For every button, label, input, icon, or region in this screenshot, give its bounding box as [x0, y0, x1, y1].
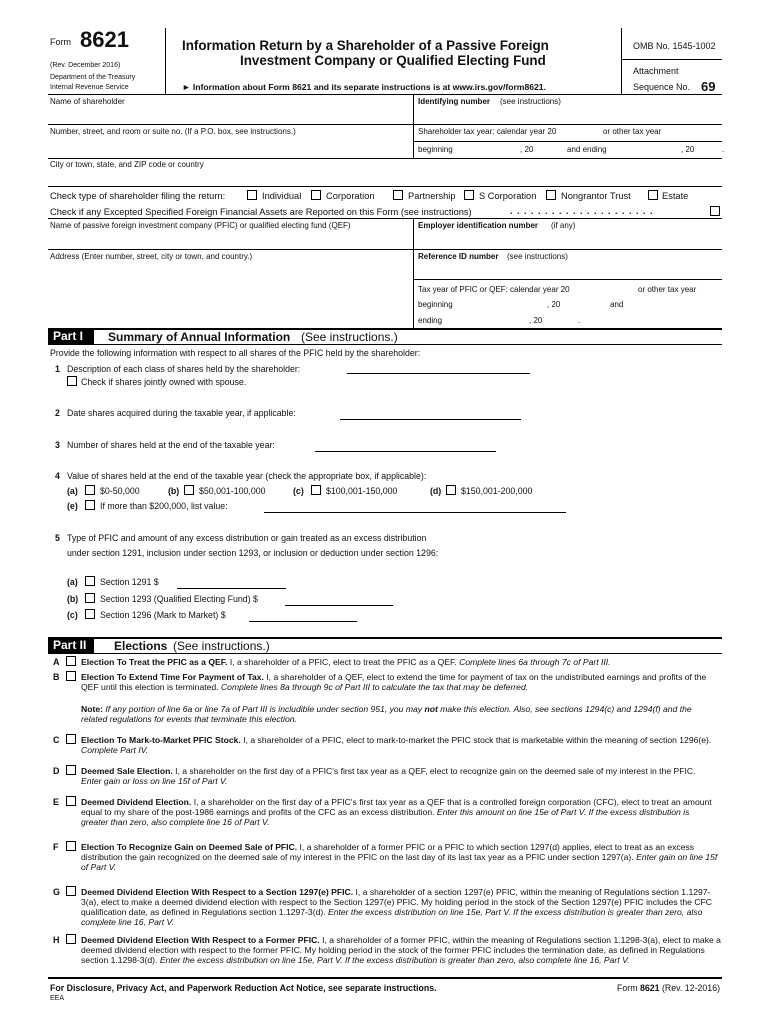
line-4b-label: $50,001-100,000	[199, 486, 266, 496]
checkbox-election-d[interactable]	[66, 765, 76, 775]
part1-header-rule	[48, 344, 722, 345]
ending-year: , 20	[681, 145, 695, 154]
checkbox-4a[interactable]	[85, 485, 95, 495]
agency: Internal Revenue Service	[50, 84, 129, 91]
election-a-text: Election To Treat the PFIC as a QEF. I, a shareholder of a PFIC, elect to treat the PFIC as a QEF. Complete lines 6a through 7c of Part III.	[81, 657, 611, 667]
form-number: 8621	[80, 27, 129, 52]
checkbox-election-f[interactable]	[66, 841, 76, 851]
line-4a-letter: (a)	[67, 486, 78, 496]
checkbox-5c[interactable]	[85, 609, 95, 619]
beginning-label: beginning	[418, 145, 453, 154]
pfic-name-label: Name of passive foreign investment company (PFIC) or qualified electing fund (QEF)	[50, 221, 351, 230]
line-5c-input[interactable]	[249, 621, 357, 622]
election-g-letter: G	[53, 887, 61, 897]
beginning-year: , 20	[520, 145, 534, 154]
jointly-owned-label: Check if shares jointly owned with spouse.	[81, 377, 247, 387]
part2-tag: Part II	[48, 638, 94, 653]
line-4e-input[interactable]	[264, 512, 566, 513]
line-5a-label: Section 1291 $	[100, 577, 159, 587]
identifying-number-note: (see instructions)	[500, 97, 561, 106]
row-rule-2	[48, 158, 722, 159]
line-5b-input[interactable]	[285, 605, 393, 606]
header-divider-right	[621, 28, 622, 94]
checkbox-4d[interactable]	[446, 485, 456, 495]
election-h-text: Deemed Dividend Election With Respect to a Former PFIC. I, a shareholder of a former PFIC, within the meaning of Regulations section 1.1298-3(a), elect to make a deemed dividend election with respect to the former PFIC. My holding period in the stock of the former PFIC includes the termination date, as defined in Regulations section 1.1298-3(d). Enter the excess distribution on line 15e, Part V. If the excess distribution is greater than zero, also complete line 16, Part V.	[81, 935, 721, 965]
checkbox-partnership[interactable]	[393, 190, 403, 200]
election-g-text: Deemed Dividend Election With Respect to a Section 1297(e) PFIC. I, a shareholder of a section 1297(e) PFIC, within the meaning of Regulations section 1.1297-3(a), elect to make a deemed dividend election with respect to the Section 1297(e) PFIC. My holding period in the stock of the Section 1297(e) PFIC includes the CFC qualification date, as defined in Regulations section 1.1297-3(d). Enter the excess distribution on line 15e, Part V. If the excess distribution is greater than zero, also complete line 16, Part V.	[81, 887, 713, 927]
pfic-tax-year-label: Tax year of PFIC or QEF: calendar year 20	[418, 285, 570, 294]
footer-eea: EEA	[50, 995, 65, 1002]
checkbox-individual[interactable]	[247, 190, 257, 200]
election-f-letter: F	[53, 842, 59, 852]
filer-type-label: Check type of shareholder filing the return:	[50, 191, 226, 201]
checkbox-election-e[interactable]	[66, 796, 76, 806]
excepted-assets-label: Check if any Excepted Specified Foreign Financial Assets are Reported on this Form (see instructions)	[50, 207, 472, 217]
line-2-label: Date shares acquired during the taxable year, if applicable:	[67, 408, 296, 418]
line-5-number: 5	[55, 533, 60, 543]
checkbox-s-corporation[interactable]	[464, 190, 474, 200]
pfic-address-label: Address (Enter number, street, city or town, and country.)	[50, 252, 253, 261]
line-4-number: 4	[55, 471, 60, 481]
row-rule-4	[48, 218, 722, 219]
line-4d-letter: (d)	[430, 486, 442, 496]
line-4b-letter: (b)	[168, 486, 180, 496]
part1-intro: Provide the following information with respect to all shares of the PFIC held by the shareholder:	[50, 348, 421, 358]
and-ending-label: and ending	[567, 145, 607, 154]
election-c-text: Election To Mark-to-Market PFIC Stock. I, a shareholder of a PFIC, elect to mark-to-market the PFIC stock that is marketable within the meaning of section 1296(e). Complete Part IV.	[81, 735, 712, 755]
line-5c-letter: (c)	[67, 610, 78, 620]
checkbox-nongrantor-trust[interactable]	[546, 190, 556, 200]
line-5-label-2: under section 1291, inclusion under section 1293, or inclusion or deduction under section 1296:	[67, 548, 439, 558]
footer-rule	[48, 977, 722, 979]
line-5a-input[interactable]	[177, 588, 286, 589]
checkbox-election-b[interactable]	[66, 671, 76, 681]
shareholder-tax-year-label: Shareholder tax year: calendar year 20	[418, 127, 557, 136]
form-info-line: ► Information about Form 8621 and its separate instructions is at www.irs.gov/form8621.	[182, 82, 546, 92]
row-rule-3	[48, 186, 722, 187]
part2-title-note: (See instructions.)	[173, 639, 270, 653]
checkbox-5a[interactable]	[85, 576, 95, 586]
form-title-line1: Information Return by a Shareholder of a Passive Foreign	[182, 38, 549, 53]
part1-tag: Part I	[48, 329, 94, 344]
election-d-text: Deemed Sale Election. I, a shareholder on the first day of a PFIC's first tax year as a QEF, elect to recognize gain on the deemed sale of my interest in the PFIC. Enter gain or loss on line 15f of Part V.	[81, 766, 696, 786]
line-4c-label: $100,001-150,000	[326, 486, 398, 496]
line-3-number: 3	[55, 440, 60, 450]
row-rule-1	[48, 124, 722, 125]
line-4e-letter: (e)	[67, 501, 78, 511]
option-nongrantor-trust: Nongrantor Trust	[561, 191, 631, 201]
option-individual: Individual	[262, 191, 302, 201]
election-b-text: Election To Extend Time For Payment of Tax. I, a shareholder of a QEF, elect to extend the time for payment of tax on the undistributed earnings and profits of the QEF until this election is terminated. Complete lines 8a through 9c of Part III to calculate the tax that may be deferred.	[81, 672, 707, 692]
part1-title-note: (See instructions.)	[301, 330, 398, 344]
line-4-label: Value of shares held at the end of the taxable year (check the appropriate box, if applicable):	[67, 471, 427, 481]
checkbox-4e[interactable]	[85, 500, 95, 510]
election-d-letter: D	[53, 766, 60, 776]
checkbox-corporation[interactable]	[311, 190, 321, 200]
checkbox-4b[interactable]	[184, 485, 194, 495]
option-corporation: Corporation	[326, 191, 375, 201]
form-revision: (Rev. December 2016)	[50, 62, 121, 69]
name-of-shareholder-label: Name of shareholder	[50, 97, 125, 106]
line-4d-label: $150,001-200,000	[461, 486, 533, 496]
row-rule-5	[48, 249, 722, 250]
part2-title: Elections	[114, 639, 168, 653]
header-bottom-rule	[48, 94, 722, 95]
omb-divider	[621, 59, 722, 60]
election-a-letter: A	[53, 657, 60, 667]
line-4a-label: $0-50,000	[100, 486, 140, 496]
pfic-ending-year: , 20	[529, 316, 543, 325]
ein-label: Employer identification number	[418, 221, 539, 230]
form-title-line2: Investment Company or Qualified Electing Fund	[240, 53, 546, 68]
footer-notice: For Disclosure, Privacy Act, and Paperwork Reduction Act Notice, see separate instructions.	[50, 983, 437, 993]
pfic-ending-period: .	[578, 316, 581, 325]
checkbox-election-a[interactable]	[66, 656, 76, 666]
sequence-number: 69	[701, 79, 716, 94]
pfic-beginning-year: , 20	[547, 300, 561, 309]
election-note: Note: If any portion of line 6a or line 7a of Part III is includible under section 951, you may not make this election. Also, see sections 1294(c) and 1294(f) and the related regulations for events that terminate this election.	[81, 704, 692, 724]
checkbox-4c[interactable]	[311, 485, 321, 495]
checkbox-5b[interactable]	[85, 593, 95, 603]
line-5a-letter: (a)	[67, 577, 78, 587]
ein-note: (if any)	[551, 221, 576, 230]
tax-year-rule	[413, 141, 722, 142]
line-2-number: 2	[55, 408, 60, 418]
pfic-ending-label: ending	[418, 316, 443, 325]
line-4e-label: If more than $200,000, list value:	[100, 501, 228, 511]
election-c-letter: C	[53, 735, 60, 745]
line-1-label: Description of each class of shares held by the shareholder:	[67, 364, 301, 374]
checkbox-excepted-assets[interactable]	[710, 206, 720, 216]
election-e-text: Deemed Dividend Election. I, a shareholder on the first day of a PFIC's first tax year as a QEF that is a controlled foreign corporation (CFC), elect to treat an amount equal to my share of the post-1986 earnings and profits of the CFC as an excess distribution. Enter this amount on line 15e of Part V. If the excess distribution is greater than zero, also complete line 16 of Part V.	[81, 797, 712, 827]
line-5b-label: Section 1293 (Qualified Electing Fund) $	[100, 594, 258, 604]
or-other-tax-year: or other tax year	[603, 127, 662, 136]
option-s-corporation: S Corporation	[479, 191, 537, 201]
line-5-label-1: Type of PFIC and amount of any excess distribution or gain treated as an excess distribution	[67, 533, 427, 543]
checkbox-election-c[interactable]	[66, 734, 76, 744]
line-2-input[interactable]	[340, 419, 521, 420]
line-3-label: Number of shares held at the end of the taxable year:	[67, 440, 275, 450]
address-label: Number, street, and room or suite no. (If a P.O. box, see instructions.)	[50, 127, 296, 136]
checkbox-election-g[interactable]	[66, 886, 76, 896]
option-estate: Estate	[662, 191, 689, 201]
leader-dots: . . . . . . . . . . . . . . . . . . . . .	[510, 206, 654, 216]
pfic-and-label: and	[610, 300, 624, 309]
line-1-input[interactable]	[347, 373, 530, 374]
ending-period: .	[722, 145, 725, 154]
reference-id-label: Reference ID number	[418, 252, 499, 261]
footer-form-number: Form 8621 (Rev. 12-2016)	[617, 983, 721, 993]
line-1-number: 1	[55, 364, 60, 374]
line-5b-letter: (b)	[67, 594, 79, 604]
part1-title: Summary of Annual Information	[108, 330, 291, 344]
form-word: Form	[50, 37, 71, 47]
line-5c-label: Section 1296 (Mark to Market) $	[100, 610, 226, 620]
pfic-or-other: or other tax year	[638, 285, 697, 294]
header-divider-left	[165, 28, 166, 94]
attachment-label: Attachment	[633, 66, 679, 76]
pfic-col-divider	[413, 218, 414, 329]
shareholder-col-divider	[413, 94, 414, 158]
checkbox-election-h[interactable]	[66, 934, 76, 944]
omb-number: OMB No. 1545-1002	[633, 41, 716, 51]
election-f-text: Election To Recognize Gain on Deemed Sale of PFIC. I, a shareholder of a former PFIC or a PFIC to which section 1297(d) applies, elect to treat as an excess distribution the gain recognized on the deemed sale of my interest in the PFIC on the last day of its last tax year as a PFIC under section 1297(a). Enter gain on line 15f of Part V.	[81, 842, 718, 872]
city-label: City or town, state, and ZIP code or country	[50, 160, 204, 169]
reference-id-note: (see instructions)	[507, 252, 568, 261]
option-partnership: Partnership	[408, 191, 456, 201]
part2-header-rule	[48, 653, 722, 654]
line-4c-letter: (c)	[293, 486, 304, 496]
election-h-letter: H	[53, 935, 60, 945]
sequence-label: Sequence No.	[633, 82, 691, 92]
ref-rule	[413, 279, 722, 280]
election-e-letter: E	[53, 797, 60, 807]
department: Department of the Treasury	[50, 74, 136, 81]
identifying-number-label: Identifying number	[418, 97, 490, 106]
line-3-input[interactable]	[315, 451, 496, 452]
pfic-beginning-label: beginning	[418, 300, 453, 309]
checkbox-jointly-owned[interactable]	[67, 376, 77, 386]
election-b-letter: B	[53, 672, 60, 682]
checkbox-estate[interactable]	[648, 190, 658, 200]
